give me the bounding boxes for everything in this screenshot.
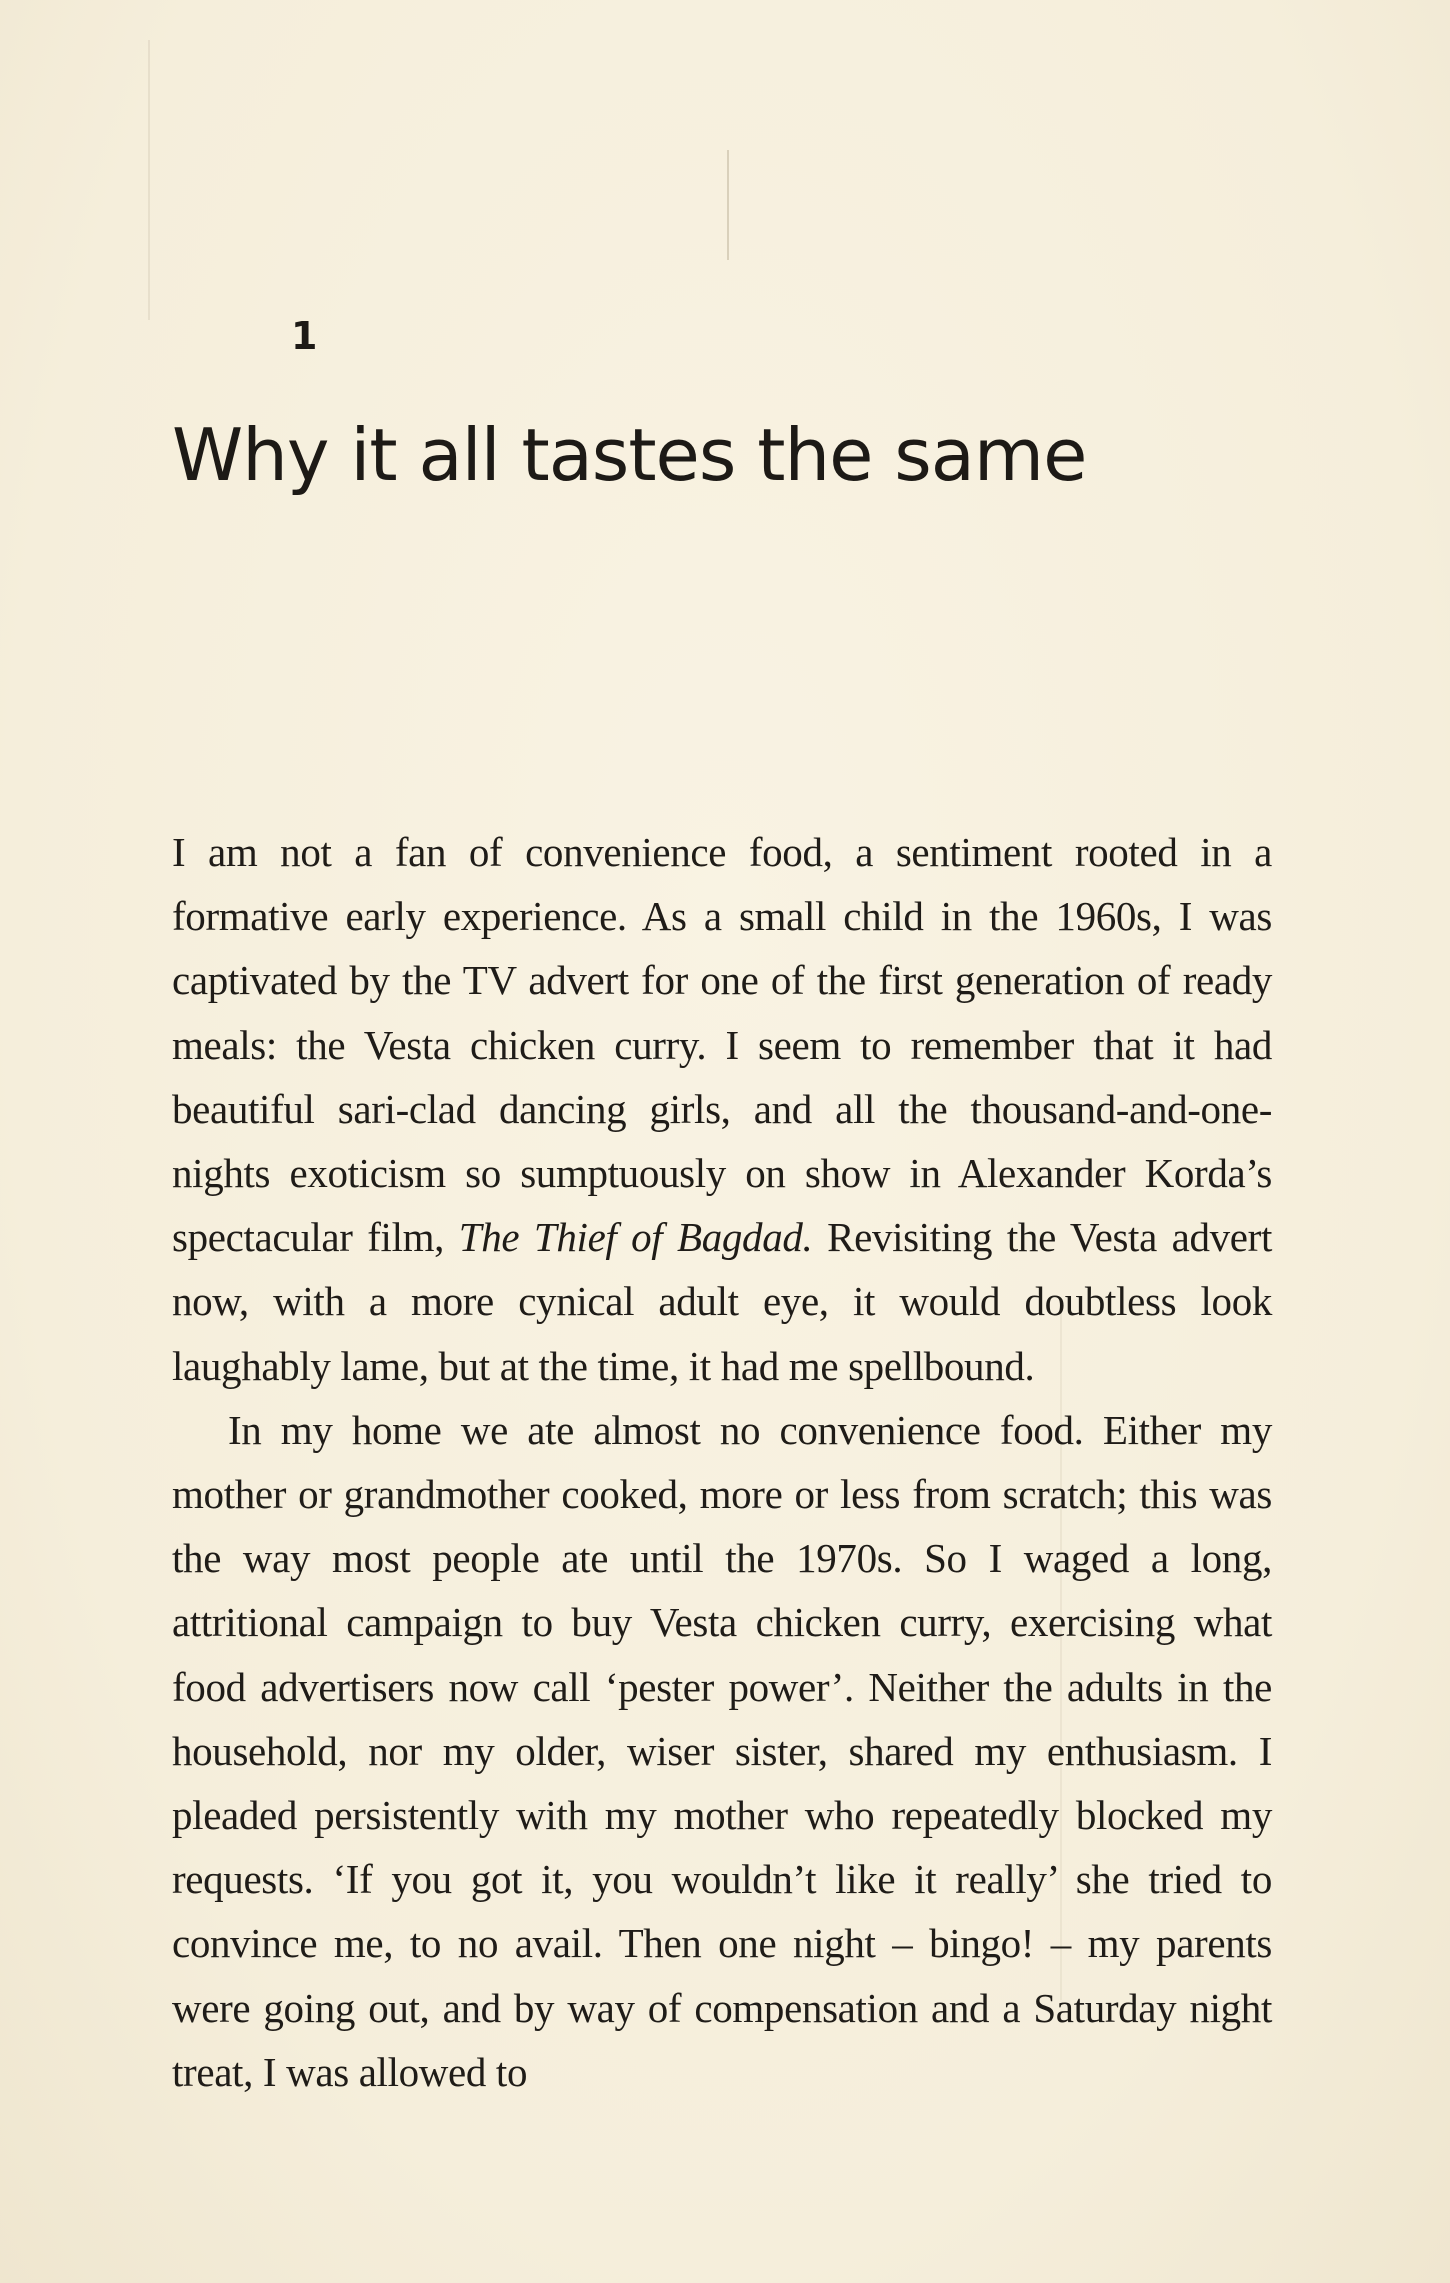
scan-artifact-line [727, 150, 729, 260]
chapter-title: Why it all tastes the same [172, 413, 1087, 497]
chapter-number: 1 [291, 314, 318, 358]
paragraph-2: In my home we ate almost no convenience food. Either my mother or grandmother cooked, more or less from scratch; this was the way most people ate until the 1970s. So I waged a long, attritional campaign to buy Vesta chicken curry, exercising what food advertisers now call ‘pester power’. Neither the adults in the household, nor my older, wiser sister, shared my enthusiasm. I pleaded persistently with my mother who repeatedly blocked my requests. ‘If you got it, you wouldn’t like it really’ she tried to convince me, to no avail. Then one night – bingo! – my parents were going out, and by way of compensation and a Saturday night treat, I was allowed to [172, 1406, 1272, 2095]
scan-artifact-line [148, 40, 150, 320]
paragraph-1-text-end: Revisiting the Vesta advert now, with a more cynical adult eye, it would doubtless look laughably lame, but at the time, it had me spellbound. [172, 1214, 1272, 1389]
body-text [172, 820, 1272, 2104]
paragraph-1 [172, 820, 1272, 1398]
film-title: The Thief of Bagdad. [458, 1214, 813, 1261]
paragraph-1-text-start: I am not a fan of convenience food, a sentiment rooted in a formative early experience. As a small child in the 1960s, I was captivated by the TV advert for one of the first generation of ready meals: the Vesta chicken curry. I seem to remember that it had beautiful sari-clad dancing girls, and all the thousand-and-one-nights exoticism so sumptuously on show in Alexander Korda’s spectacular film, [172, 829, 1272, 1261]
